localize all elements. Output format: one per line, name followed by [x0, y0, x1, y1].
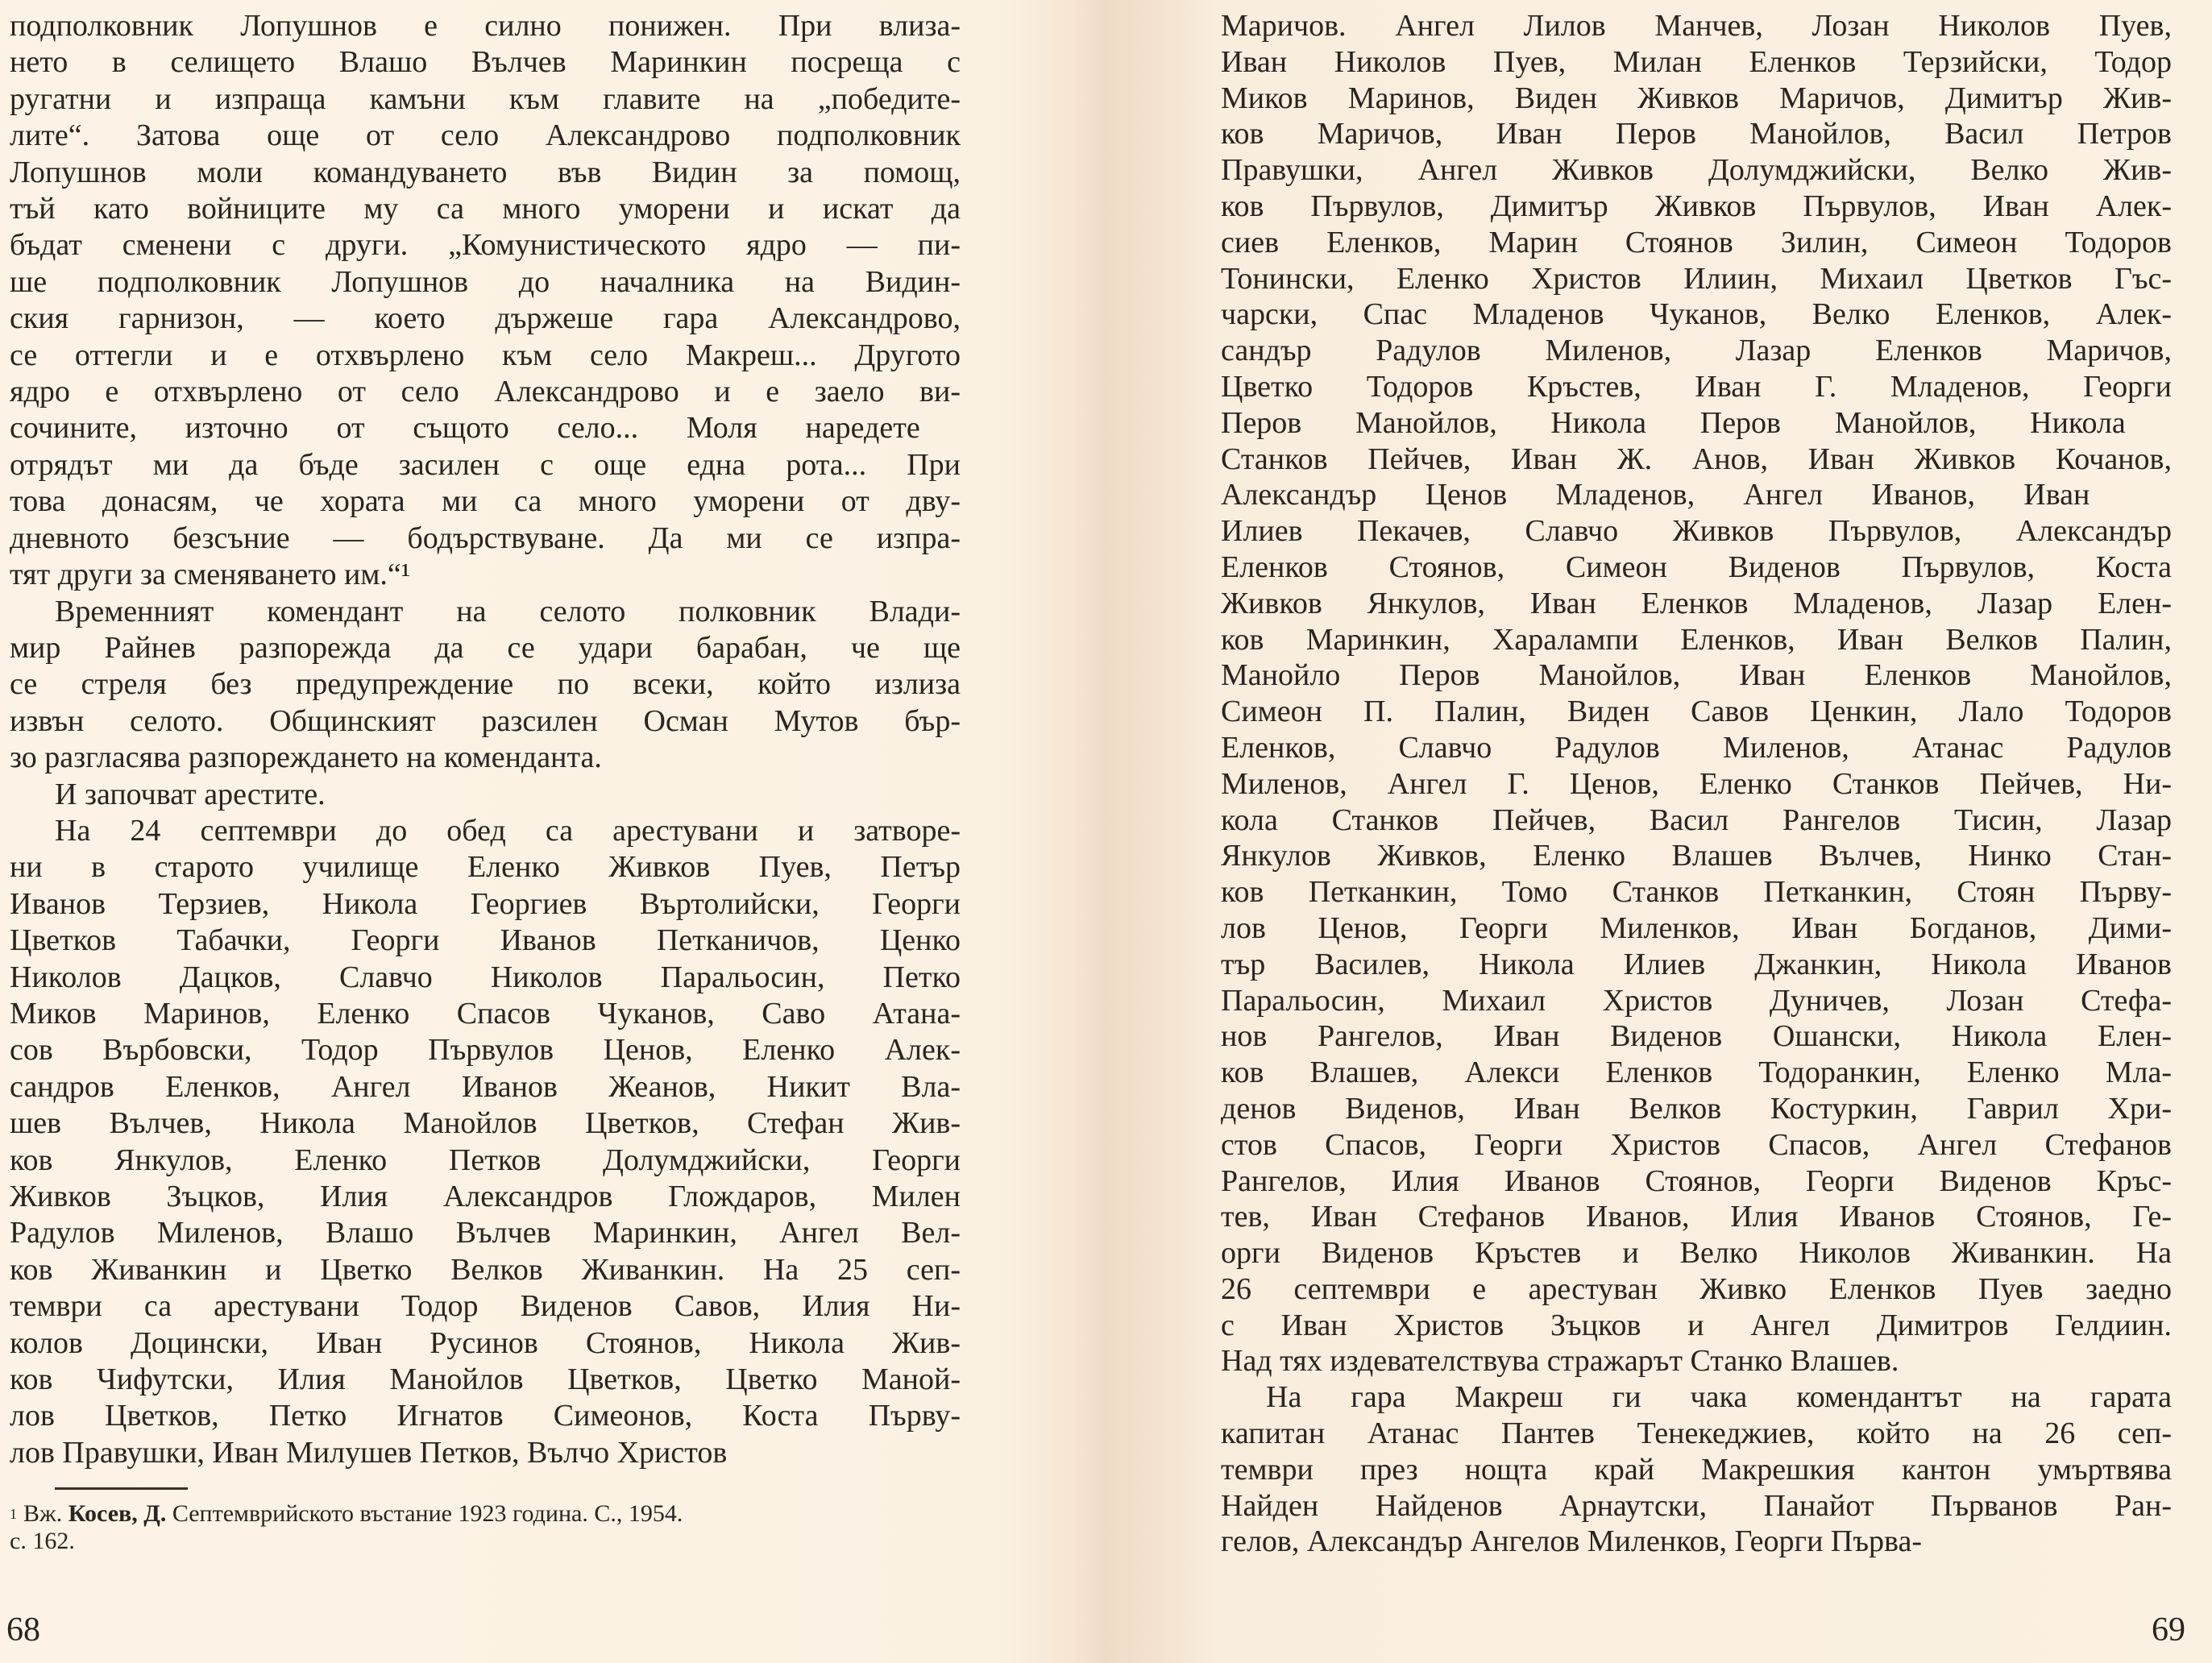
text-line: бъдат сменени с други. „Комунистическото ядро — пи- [10, 228, 961, 263]
paragraph [10, 813, 961, 1471]
text-line: Паральосин, Михаил Христов Дуничев, Лозан Стефа- [1221, 983, 2172, 1018]
text-line: На 24 септември до обед са арестувани и затворе- [55, 813, 961, 848]
text-line: Иван Николов Пуев, Милан Еленков Терзийски, Тодор [1221, 44, 2172, 79]
text-line: тят други за сменяването им.“¹ [10, 558, 411, 592]
text-line: денов Виденов, Иван Велков Костуркин, Гаврил Хри- [1221, 1091, 2172, 1126]
right-page [1185, 0, 2212, 1663]
text-line: гелов, Александър Ангелов Миленков, Георги Първа- [1221, 1524, 1922, 1559]
text-line: ядро е отхвърлено от село Александрово и е заело ви- [10, 375, 961, 409]
text-line: Живков Янкулов, Иван Еленков Младенов, Лазар Елен- [1221, 586, 2172, 620]
text-line: Найден Найденов Арнаутски, Панайот Първанов Ран- [1221, 1488, 2172, 1523]
text-line: сочините, източно от същото село... Моля наредете [10, 411, 920, 446]
text-line: се стреля без предупреждение по всеки, който излиза [10, 667, 961, 702]
text-line: кола Станков Пейчев, Васил Рангелов Тисин, Лазар [1221, 802, 2172, 837]
paragraph [10, 594, 961, 777]
left-page [0, 0, 1080, 1663]
text-line: ков Петканкин, Томо Станков Петканкин, Стоян Първу- [1221, 875, 2172, 910]
text-line: лов Правушки, Иван Милушев Петков, Вълчо Христов [10, 1435, 728, 1470]
page-number-left: 68 [6, 1611, 40, 1648]
text-line: ни в старото училище Еленко Живков Пуев, Петър [10, 850, 961, 885]
text-line: Цветков Табачки, Георги Иванов Петканичов, Ценко [10, 923, 961, 958]
text-line: Радулов Миленов, Влашо Вълчев Маринкин, Ангел Вел- [10, 1216, 961, 1250]
text-line: капитан Атанас Пантев Тенекеджиев, който на 26 сеп- [1221, 1416, 2172, 1451]
text-line: се оттегли и е отхвърлено към село Макреш... Другото [10, 338, 961, 372]
text-line: нето в селището Влашо Вълчев Маринкин посреща с [10, 45, 961, 80]
text-line: Иванов Терзиев, Никола Георгиев Въртолийски, Георги [10, 886, 961, 921]
text-line: това донасям, че хората ми са много уморени от дву- [10, 484, 961, 519]
paragraph [1221, 8, 2172, 1379]
text-line: тър Василев, Никола Илиев Джанкин, Никола Иванов [1221, 947, 2172, 981]
footnote-marker: 1 [10, 1506, 17, 1522]
text-line: тември през нощта край Макрешкия кантон умъртвява [1221, 1452, 2172, 1487]
text-line: стов Спасов, Георги Христов Спасов, Ангел Стефанов [1221, 1127, 2172, 1162]
text-line: нов Рангелов, Иван Виденов Ошански, Никола Елен- [1221, 1019, 2172, 1054]
text-line: Перов Манойлов, Никола Перов Манойлов, Никола [1221, 405, 2126, 440]
text-line: Миков Маринов, Еленко Спасов Чуканов, Саво Атана- [10, 996, 961, 1031]
text-line: ков Маринкин, Харалампи Еленков, Иван Велков Палин, [1221, 622, 2172, 657]
footnote-line-1 [10, 1500, 961, 1528]
text-line: Янкулов Живков, Еленко Влашев Вълчев, Нинко Стан- [1221, 839, 2172, 873]
text-line: сов Върбовски, Тодор Първулов Ценов, Еленко Алек- [10, 1033, 961, 1068]
text-line: ков Чифутски, Илия Манойлов Цветков, Цветко Маной- [10, 1362, 961, 1397]
footnote-divider [55, 1487, 188, 1490]
footnote-author: Косев, Д. [68, 1500, 167, 1527]
text-line: ков Янкулов, Еленко Петков Долумджийски, Георги [10, 1143, 961, 1177]
text-line: мир Райнев разпорежда да се удари барабан, че ще [10, 630, 961, 665]
text-line: зо разгласява разпореждането на коменданта. [10, 740, 602, 775]
text-line: Временният комендант на селото полковник Влади- [55, 594, 961, 628]
text-line: сандров Еленков, Ангел Иванов Жеанов, Никит Вла- [10, 1069, 961, 1104]
text-line: Илиев Пекачев, Славчо Живков Първулов, Александър [1221, 514, 2172, 549]
text-line: Манойло Перов Манойлов, Иван Еленков Манойлов, [1221, 658, 2172, 693]
text-line: сандър Радулов Миленов, Лазар Еленков Маричов, [1221, 334, 2172, 368]
text-line: лов Ценов, Георги Миленков, Иван Богданов, Дими- [1221, 910, 2172, 945]
text-line: дневното безсъние — бодърствуване. Да ми се изпра- [10, 520, 961, 555]
text-line: Еленков Стоянов, Симеон Виденов Първулов, Коста [1221, 549, 2172, 584]
text-line: И започват арестите. [55, 777, 326, 811]
page-number-right: 69 [2152, 1611, 2185, 1648]
text-line: ския гарнизон, — което държеше гара Александрово, [10, 301, 961, 336]
text-line: Правушки, Ангел Живков Долумджийски, Велко Жив- [1221, 153, 2172, 188]
text-line: Над тях издевателствува стражарът Станко Влашев. [1221, 1344, 1899, 1379]
text-line: тември са арестувани Тодор Виденов Савов, Илия Ни- [10, 1289, 961, 1324]
text-line: шев Вълчев, Никола Манойлов Цветков, Стефан Жив- [10, 1106, 961, 1141]
text-line: Лопушнов моли командуването във Видин за помощ, [10, 155, 961, 189]
text-line: тъй като войниците му са много уморени и искат да [10, 192, 961, 226]
text-line: ков Маричов, Иван Перов Манойлов, Васил Петров [1221, 117, 2172, 151]
text-line: Симеон П. Палин, Виден Савов Ценкин, Лало Тодоров [1221, 695, 2172, 729]
text-line: ков Живанкин и Цветко Велков Живанкин. На 25 сеп- [10, 1252, 961, 1287]
left-page-body [10, 8, 961, 1471]
text-line: Маричов. Ангел Лилов Манчев, Лозан Николов Пуев, [1221, 9, 2172, 43]
text-line: орги Виденов Кръстев и Велко Николов Живанкин. На [1221, 1236, 2172, 1271]
text-line: Рангелов, Илия Иванов Стоянов, Георги Виденов Кръс- [1221, 1163, 2172, 1198]
text-line: Станков Пейчев, Иван Ж. Анов, Иван Живков Кочанов, [1221, 442, 2172, 476]
text-line: Николов Дацков, Славчо Николов Паральосин, Петко [10, 960, 961, 994]
text-line: тев, Иван Стефанов Иванов, Илия Иванов Стоянов, Ге- [1221, 1200, 2172, 1234]
text-line: ругатни и изпраща камъни към главите на „победите- [10, 81, 961, 116]
text-line: На гара Макреш ги чака комендантът на гарата [1266, 1380, 2172, 1415]
text-line: Александър Ценов Младенов, Ангел Иванов, Иван [1221, 478, 2090, 512]
text-line: ков Първулов, Димитър Живков Първулов, Иван Алек- [1221, 189, 2172, 223]
text-line: лите“. Затова още от село Александрово подполковник [10, 118, 961, 153]
text-line: чарски, Спас Младенов Чуканов, Велко Еленков, Алек- [1221, 297, 2172, 332]
right-page-body [1221, 8, 2172, 1560]
paragraph [10, 777, 961, 813]
paragraph [10, 8, 961, 594]
text-line: подполковник Лопушнов е силно понижен. При влиза- [10, 9, 961, 43]
text-line: Цветко Тодоров Кръстев, Иван Г. Младенов, Георги [1221, 369, 2172, 404]
footnote-title: Септемврийското въстание 1923 година. С., 1954. [172, 1500, 683, 1527]
text-line: ков Влашев, Алекси Еленков Тодоранкин, Еленко Мла- [1221, 1055, 2172, 1090]
text-line: Еленков, Славчо Радулов Миленов, Атанас Радулов [1221, 730, 2172, 765]
text-line: Миков Маринов, Виден Живков Маричов, Димитър Жив- [1221, 81, 2172, 115]
text-line: Живков Зъцков, Илия Александров Глождаров, Милен [10, 1180, 961, 1213]
text-line: Тонински, Еленко Христов Илиин, Михаил Цветков Гъс- [1221, 261, 2172, 296]
text-line: ше подполковник Лопушнов до началника на Видин- [10, 264, 961, 299]
text-line: отрядът ми да бъде засилен с още една рота... При [10, 447, 961, 482]
text-line: 26 септември е арестуван Живко Еленков Пуев заедно [1221, 1271, 2172, 1306]
footnote [10, 1500, 961, 1555]
text-line: Миленов, Ангел Г. Ценов, Еленко Станков Пейчев, Ни- [1221, 766, 2172, 801]
text-line: сиев Еленков, Марин Стоянов Зилин, Симеон Тодоров [1221, 225, 2172, 259]
footnote-line-2: с. 162. [10, 1528, 75, 1554]
text-line: лов Цветков, Петко Игнатов Симеонов, Коста Първу- [10, 1399, 961, 1433]
paragraph [1221, 1379, 2172, 1560]
text-line: извън селото. Общинският разсилен Осман Мутов бър- [10, 703, 961, 738]
text-line: колов Доцински, Иван Русинов Стоянов, Никола Жив- [10, 1325, 961, 1360]
text-line: с Иван Христов Зъцков и Ангел Димитров Гелдиин. [1221, 1308, 2172, 1342]
footnote-prefix: Вж. [23, 1500, 63, 1527]
